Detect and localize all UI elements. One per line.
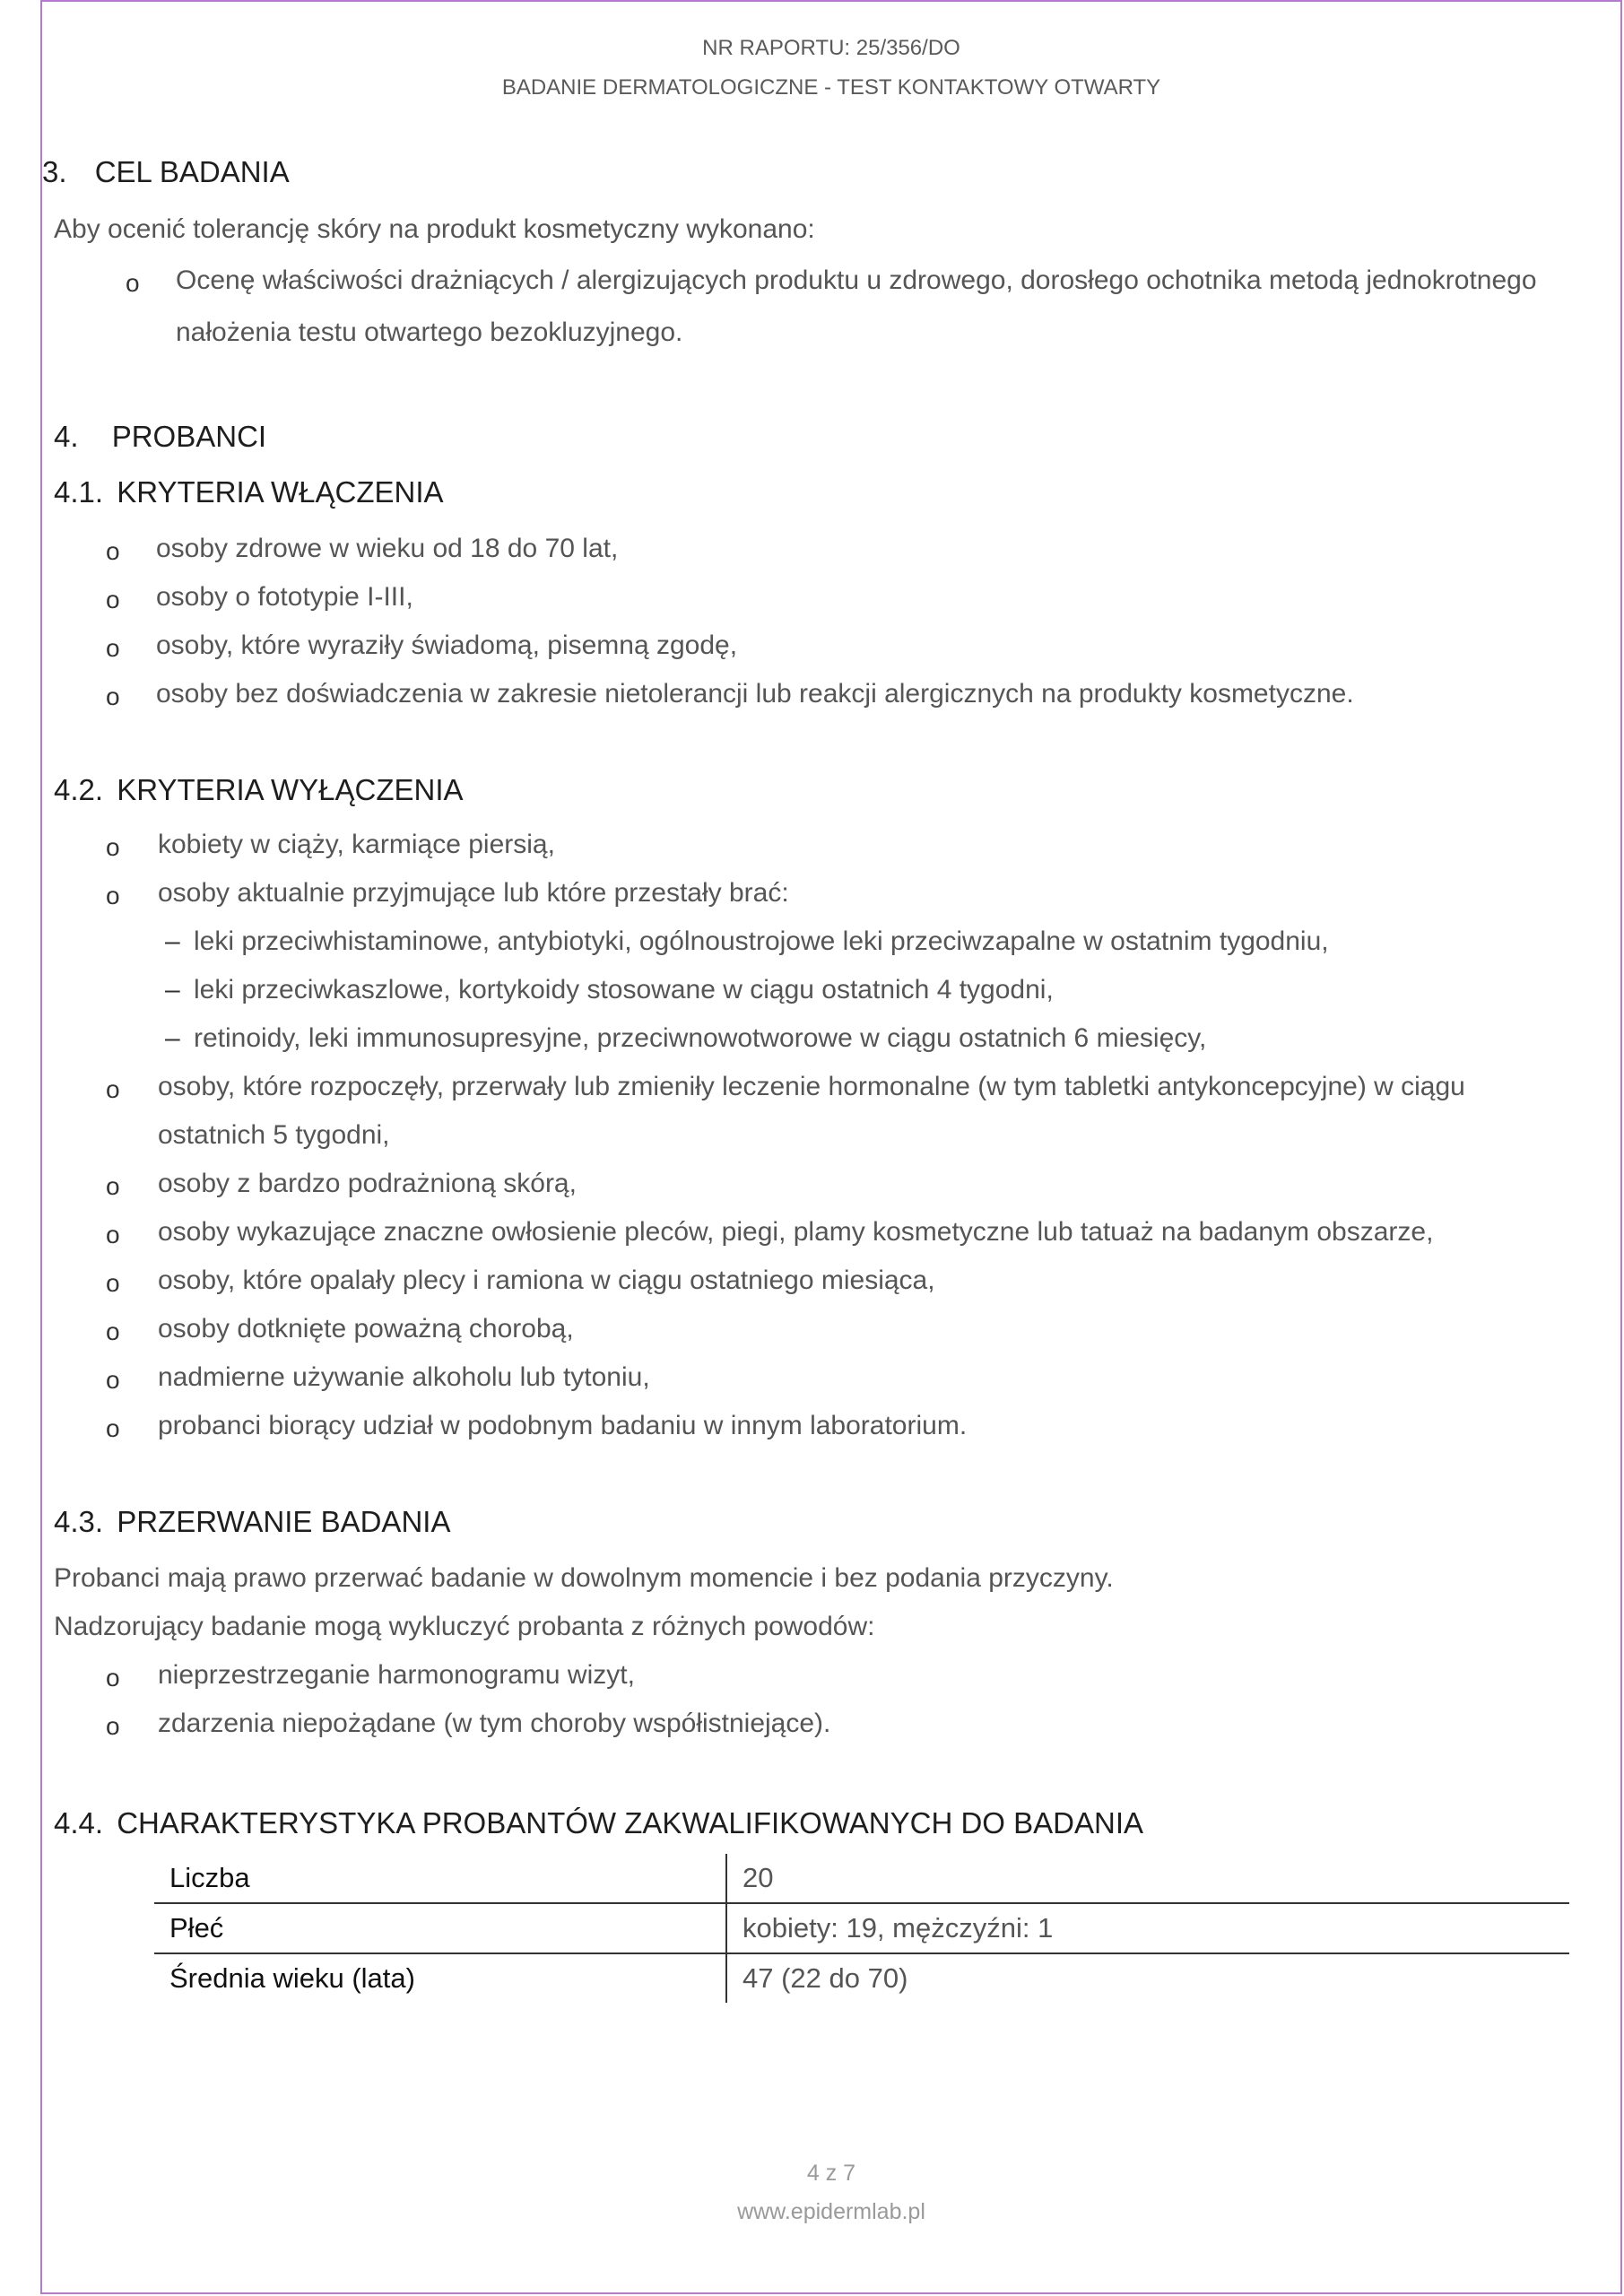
- list-item-text: probanci biorący udział w podobnym badaniu w innym laboratorium.: [158, 1411, 968, 1440]
- sub-list-item-text: leki przeciwkaszlowe, kortykoidy stosowane w ciągu ostatnich 4 tygodni,: [194, 975, 1054, 1004]
- list-item-text: zdarzenia niepożądane (w tym choroby współistniejące).: [158, 1709, 831, 1738]
- section-3-bullet-line-2: nałożenia testu otwartego bezokluzyjnego.: [176, 317, 683, 347]
- list-item-continuation: ostatnich 5 tygodni,: [158, 1120, 390, 1150]
- table-row: [154, 1953, 1569, 2003]
- section-4-1-number: 4.1.: [54, 475, 104, 509]
- bullet-marker: o: [106, 683, 120, 710]
- bullet-marker: o: [106, 1318, 120, 1345]
- section-4-3-number: 4.3.: [54, 1505, 104, 1538]
- list-item-text: kobiety w ciąży, karmiące piersią,: [158, 830, 555, 859]
- bullet-marker: o: [106, 1075, 120, 1103]
- subjects-table: [154, 1854, 1569, 2003]
- section-4-4-heading: [54, 1806, 1143, 1840]
- table-label: Płeć: [154, 1903, 726, 1953]
- section-4-2-number: 4.2.: [54, 773, 104, 806]
- table-value: 20: [726, 1854, 1569, 1903]
- section-4-1-title: KRYTERIA WŁĄCZENIA: [117, 475, 444, 509]
- bullet-marker: o: [126, 269, 140, 297]
- table-row: [154, 1903, 1569, 1953]
- section-4-4-number: 4.4.: [54, 1806, 104, 1839]
- bullet-marker: o: [106, 1366, 120, 1394]
- bullet-marker: o: [106, 586, 120, 613]
- dash-marker: –: [165, 926, 180, 956]
- list-item-text: osoby zdrowe w wieku od 18 do 70 lat,: [156, 534, 619, 563]
- section-4-3-paragraph-1: Probanci mają prawo przerwać badanie w dowolnym momencie i bez podania przyczyny.: [54, 1563, 1114, 1593]
- list-item-text: osoby bez doświadczenia w zakresie nietolerancji lub reakcji alergicznych na produkty kosmetyczne.: [156, 679, 1354, 709]
- table-row: [154, 1854, 1569, 1903]
- section-3-bullet-line-1: Ocenę właściwości drażniących / alergizujących produktu u zdrowego, dorosłego ochotnika metodą jednokrotnego: [176, 265, 1537, 295]
- sub-list-item-text: retinoidy, leki immunosupresyjne, przeciwnowotworowe w ciągu ostatnich 6 miesięcy,: [194, 1023, 1207, 1053]
- section-4-3-heading: [54, 1505, 450, 1539]
- bullet-marker: o: [106, 882, 120, 909]
- bullet-marker: o: [106, 1712, 120, 1740]
- list-item-text: nieprzestrzeganie harmonogramu wizyt,: [158, 1660, 635, 1690]
- bullet-marker: o: [106, 1664, 120, 1692]
- dash-marker: –: [165, 975, 180, 1004]
- list-item-text: osoby, które opalały plecy i ramiona w ciągu ostatniego miesiąca,: [158, 1265, 935, 1295]
- section-4-3-title: PRZERWANIE BADANIA: [117, 1505, 451, 1538]
- section-3-heading: [42, 155, 290, 189]
- list-item-text: osoby o fototypie I-III,: [156, 582, 413, 612]
- section-3-title: CEL BADANIA: [94, 155, 290, 188]
- list-item-text: osoby, które wyraziły świadomą, pisemną zgodę,: [156, 631, 738, 660]
- table-value: 47 (22 do 70): [743, 1962, 908, 1994]
- list-item-text: osoby z bardzo podrażnioną skórą,: [158, 1169, 577, 1198]
- footer-website[interactable]: www.epidermlab.pl: [737, 2199, 925, 2224]
- list-item-text: osoby dotknięte poważną chorobą,: [158, 1314, 574, 1344]
- bullet-marker: o: [106, 634, 120, 662]
- list-item-text: osoby wykazujące znaczne owłosienie pleców, piegi, plamy kosmetyczne lub tatuaż na badanym obszarze,: [158, 1217, 1434, 1247]
- section-4-number: 4.: [54, 420, 79, 453]
- list-item-text: nadmierne używanie alkoholu lub tytoniu,: [158, 1362, 650, 1392]
- bullet-marker: o: [106, 1221, 120, 1248]
- bullet-marker: o: [106, 833, 120, 861]
- table-label: Liczba: [154, 1854, 726, 1903]
- page-number: 4 z 7: [806, 2161, 856, 2186]
- bullet-marker: o: [106, 1269, 120, 1297]
- section-4-title: PROBANCI: [111, 420, 267, 453]
- sub-list-item-text: leki przeciwhistaminowe, antybiotyki, ogólnoustrojowe leki przeciwzapalne w ostatnim tygodniu,: [194, 926, 1329, 956]
- section-4-2-title: KRYTERIA WYŁĄCZENIA: [117, 773, 464, 806]
- bullet-marker: o: [106, 1172, 120, 1200]
- report-number: NR RAPORTU: 25/356/DO: [702, 36, 960, 60]
- list-item-text: osoby, które rozpoczęły, przerwały lub zmieniły leczenie hormonalne (w tym tabletki antykoncepcyjne) w ciągu: [158, 1072, 1465, 1101]
- section-3-intro: Aby ocenić tolerancję skóry na produkt kosmetyczny wykonano:: [54, 214, 815, 244]
- section-4-2-heading: [54, 773, 464, 807]
- report-subtitle: BADANIE DERMATOLOGICZNE - TEST KONTAKTOWY OTWARTY: [501, 75, 1161, 100]
- bullet-marker: o: [106, 1414, 120, 1442]
- list-item-text: osoby aktualnie przyjmujące lub które przestały brać:: [158, 878, 789, 908]
- section-4-heading: [54, 420, 266, 454]
- table-value: kobiety: 19, mężczyźni: 1: [726, 1903, 1569, 1953]
- table-label: Średnia wieku (lata): [154, 1953, 726, 2003]
- bullet-marker: o: [106, 537, 120, 565]
- section-3-number: 3.: [42, 155, 67, 188]
- dash-marker: –: [165, 1023, 180, 1053]
- section-4-3-paragraph-2: Nadzorujący badanie mogą wykluczyć probanta z różnych powodów:: [54, 1612, 875, 1641]
- section-4-4-title: CHARAKTERYSTYKA PROBANTÓW ZAKWALIFIKOWANYCH DO BADANIA: [117, 1806, 1144, 1839]
- section-4-1-heading: [54, 475, 444, 509]
